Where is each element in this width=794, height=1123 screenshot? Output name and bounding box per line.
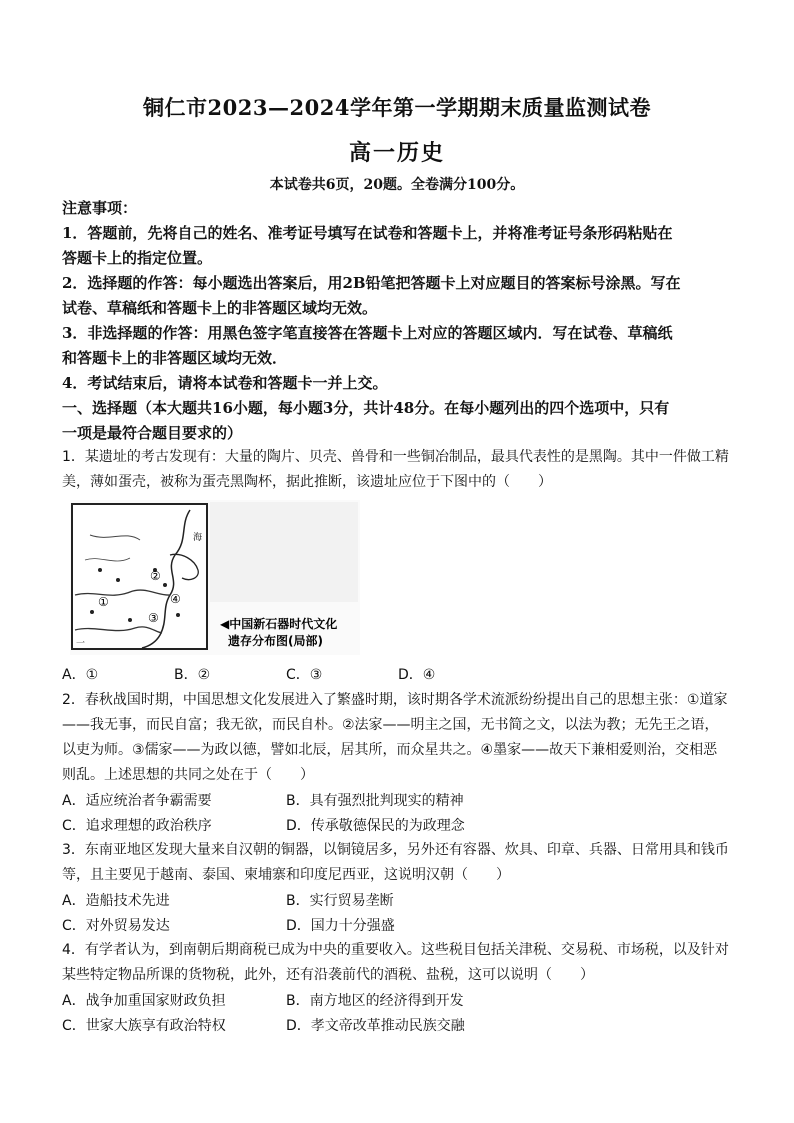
map-image bbox=[70, 500, 360, 655]
option-d[interactable]: D．国力十分强盛 bbox=[286, 918, 395, 934]
option-c[interactable]: C．世家大族享有政治特权 bbox=[62, 1018, 226, 1034]
exam-subject: 高一历史 bbox=[348, 140, 445, 166]
option-b[interactable]: B．实行贸易垄断 bbox=[286, 893, 394, 909]
map-caption-line1: ◀中国新石器时代文化 bbox=[220, 617, 338, 631]
question-4-options bbox=[62, 990, 742, 1040]
neolithic-map-figure bbox=[70, 500, 360, 655]
notes-line: 和答题卡上的非答题区域均无效． bbox=[62, 349, 288, 367]
question-2 bbox=[62, 688, 742, 788]
question-3 bbox=[62, 838, 742, 888]
option-b[interactable]: B．② bbox=[174, 667, 211, 683]
option-c[interactable]: C．③ bbox=[286, 667, 323, 683]
question-2-options bbox=[62, 790, 742, 840]
notes-line: 2．选择题的作答：每小题选出答案后，用2B铅笔把答题卡上对应题目的答案标号涂黑。写在 bbox=[62, 274, 681, 292]
question-text: 以吏为师。③儒家——为政以德，譬如北辰，居其所，而众星共之。④墨家——故天下兼相爱则治，交相恶 bbox=[62, 742, 718, 758]
map-sea-label: 海 bbox=[193, 533, 203, 543]
option-d[interactable]: D．孝文帝改革推动民族交融 bbox=[286, 1018, 465, 1034]
question-text: 则乱。上述思想的共同之处在于（ ） bbox=[62, 767, 314, 783]
notes-line: 答题卡上的指定位置。 bbox=[62, 249, 213, 267]
question-text: ——我无事，而民自富；我无欲，而民自朴。②法家——明主之国，无书简之文，以法为教；无先王之语， bbox=[62, 717, 719, 733]
map-marker-3: ③ bbox=[148, 611, 159, 625]
option-a[interactable]: A．造船技术先进 bbox=[62, 893, 170, 909]
notes-line: 4．考试结束后，请将本试卷和答题卡一并上交。 bbox=[62, 374, 388, 392]
map-side-label: 一 bbox=[76, 639, 86, 649]
notes-line: 1．答题前，先将自己的姓名、准考证号填写在试卷和答题卡上，并将准考证号条形码粘贴在 bbox=[62, 224, 673, 242]
question-text: 1．某遗址的考古发现有：大量的陶片、贝壳、兽骨和一些铜冶制品，最具代表性的是黑陶。其中一件做工精 bbox=[62, 449, 729, 465]
question-text: 4．有学者认为，到南朝后期商税已成为中央的重要收入。这些税目包括关津税、交易税、市场税，以及针对 bbox=[62, 942, 729, 958]
notes-line: 试卷、草稿纸和答题卡上的非答题区域均无效。 bbox=[62, 299, 378, 317]
option-d[interactable]: D．④ bbox=[398, 667, 436, 683]
section-heading: 一项是最符合题目要求的） bbox=[62, 424, 243, 442]
notes-heading: 注意事项： bbox=[62, 199, 138, 217]
map-marker-1: ① bbox=[98, 595, 109, 609]
option-d[interactable]: D．传承敬德保民的为政理念 bbox=[286, 818, 465, 834]
question-3-options bbox=[62, 890, 742, 940]
option-c[interactable]: C．对外贸易发达 bbox=[62, 918, 170, 934]
exam-info: 本试卷共6页，20题。全卷满分100分。 bbox=[269, 177, 525, 193]
option-a[interactable]: A．战争加重国家财政负担 bbox=[62, 993, 226, 1009]
question-1-options bbox=[62, 664, 742, 686]
section-heading: 一、选择题（本大题共16小题，每小题3分，共计48分。在每小题列出的四个选项中，只有 bbox=[62, 399, 670, 417]
question-text: 某些特定物品所课的货物税，此外，还有沿袭前代的酒税、盐税，这可以说明（ ） bbox=[62, 967, 594, 983]
option-b[interactable]: B．南方地区的经济得到开发 bbox=[286, 993, 464, 1009]
notes-section bbox=[62, 196, 742, 446]
map-marker-4: ④ bbox=[170, 592, 181, 606]
map-caption-line2: 遗存分布图(局部) bbox=[228, 634, 323, 648]
option-c[interactable]: C．追求理想的政治秩序 bbox=[62, 818, 212, 834]
map-marker-2: ② bbox=[150, 569, 161, 583]
option-a[interactable]: A．适应统治者争霸需要 bbox=[62, 793, 212, 809]
question-1 bbox=[62, 445, 742, 495]
option-a[interactable]: A．① bbox=[62, 667, 99, 683]
exam-title: 铜仁市2023—2024学年第一学期期末质量监测试卷 bbox=[143, 95, 651, 120]
question-4 bbox=[62, 938, 742, 988]
question-text: 2．春秋战国时期，中国思想文化发展进入了繁盛时期，该时期各学术流派纷纷提出自己的思想主张：①道家 bbox=[62, 692, 728, 708]
notes-line: 3．非选择题的作答：用黑色签字笔直接答在答题卡上对应的答题区域内．写在试卷、草稿纸 bbox=[62, 324, 673, 342]
question-text: 美，薄如蛋壳，被称为蛋壳黑陶杯，据此推断，该遗址应位于下图中的（ ） bbox=[62, 474, 552, 490]
option-b[interactable]: B．具有强烈批判现实的精神 bbox=[286, 793, 464, 809]
question-text: 3．东南亚地区发现大量来自汉朝的铜器，以铜镜居多，另外还有容器、炊具、印章、兵器、日常用具和钱币 bbox=[62, 842, 729, 858]
question-text: 等，且主要见于越南、泰国、柬埔寨和印度尼西亚，这说明汉朝（ ） bbox=[62, 867, 510, 883]
